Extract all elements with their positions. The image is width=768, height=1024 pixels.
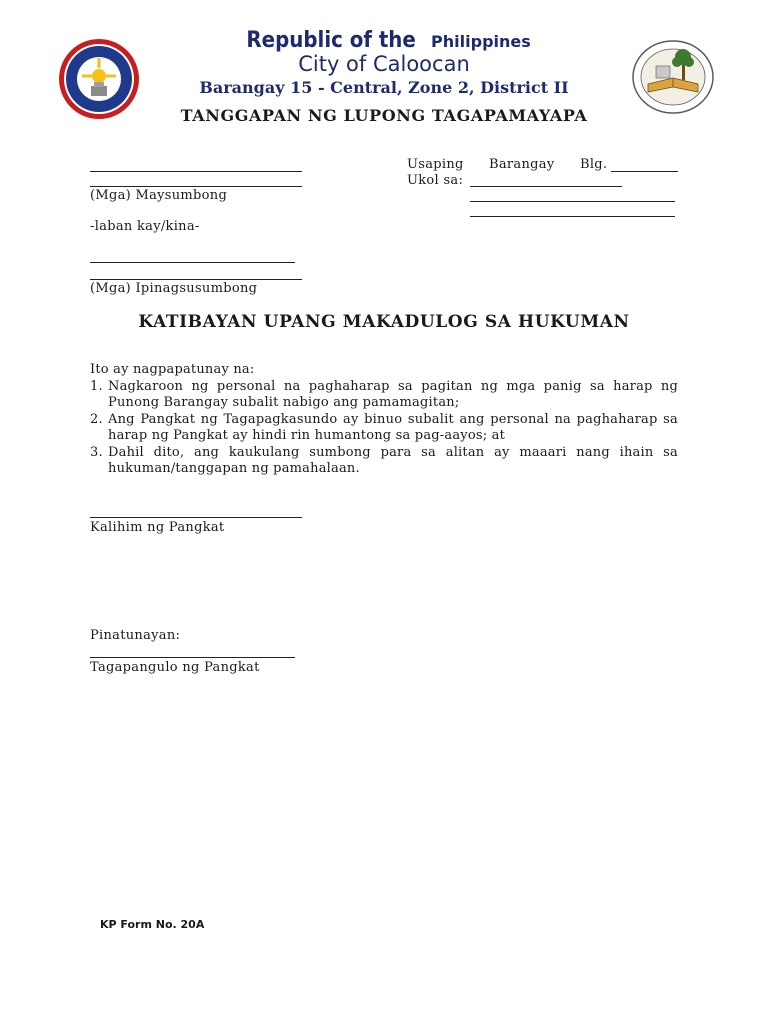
list-item-text: Dahil dito, ang kaukulang sumbong para sa alitan ay maaari nang ihain sa hukuman/tanggapan ng pamahalaan. (108, 444, 678, 476)
header-city: City of Caloocan (298, 52, 470, 76)
respondent-line-1 (90, 262, 295, 263)
versus-label: -laban kay/kina- (90, 219, 200, 234)
ukol-label: Ukol sa: (407, 173, 464, 188)
respondent-label: (Mga) Ipinagsusumbong (90, 281, 258, 296)
office-title: TANGGAPAN NG LUPONG TAGAPAMAYAPA (180, 106, 588, 125)
complainant-line-2 (90, 186, 302, 187)
respondent-line-2 (90, 279, 302, 280)
subject-line-1 (470, 186, 622, 187)
list-item-number: 2. (90, 411, 103, 427)
header-republic-country: Philippines (431, 32, 531, 51)
chairman-signature-line (90, 657, 295, 658)
list-item-number: 3. (90, 444, 103, 460)
secretary-label: Kalihim ng Pangkat (90, 520, 225, 535)
secretary-signature-line (90, 517, 302, 518)
form-number: KP Form No. 20A (100, 918, 205, 931)
case-number-line (611, 171, 678, 172)
barangay-label: Barangay (489, 157, 555, 172)
complainant-label: (Mga) Maysumbong (90, 188, 228, 203)
list-item (90, 412, 678, 445)
list-item-number: 1. (90, 378, 103, 394)
list-item (90, 445, 678, 478)
list-item (90, 379, 678, 412)
chairman-label: Tagapangulo ng Pangkat (90, 660, 260, 675)
subject-line-2 (470, 201, 675, 202)
attested-label: Pinatunayan: (90, 628, 181, 643)
list-item-text: Ang Pangkat ng Tagapagkasundo ay binuo subalit ang personal na paghaharap sa harap ng Pangkat ay hindi rin humantong sa pag-aayos; at (108, 411, 678, 443)
certification-body (90, 362, 678, 478)
complainant-line-1 (90, 171, 302, 172)
blg-label: Blg. (580, 157, 608, 172)
usaping-label: Usaping (407, 157, 464, 172)
header-barangay: Barangay 15 - Central, Zone 2, District II (199, 78, 569, 97)
subject-line-3 (470, 216, 675, 217)
header-republic-main: Republic of the (246, 28, 417, 53)
document-title: KATIBAYAN UPANG MAKADULOG SA HUKUMAN (138, 312, 630, 332)
certification-intro: Ito ay nagpapatunay na: (90, 362, 255, 377)
header-republic (0, 28, 768, 53)
certification-list (90, 379, 678, 478)
list-item-text: Nagkaroon ng personal na paghaharap sa pagitan ng mga panig sa harap ng Punong Barangay subalit nabigo ang pamamagitan; (108, 378, 678, 410)
